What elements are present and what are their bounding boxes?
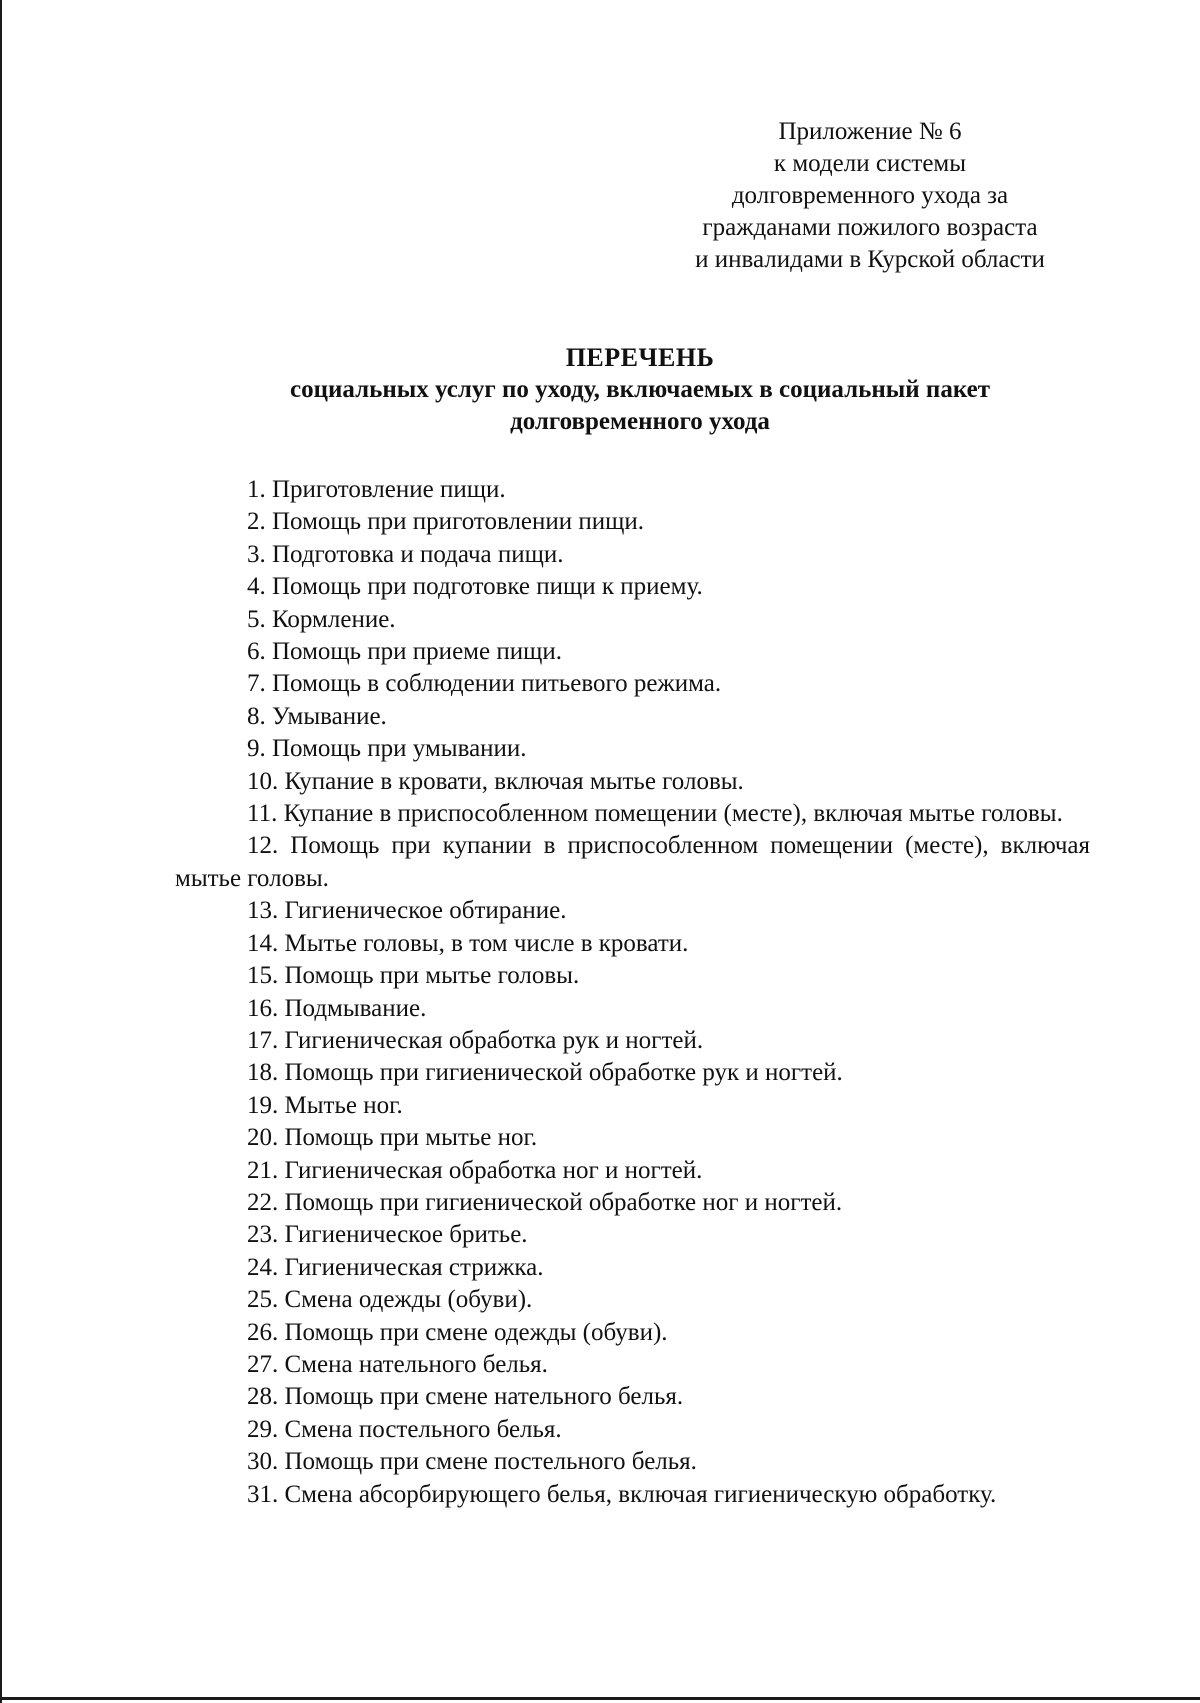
- list-item: 8. Умывание.: [247, 702, 387, 730]
- list-item: 1. Приготовление пищи.: [247, 476, 506, 503]
- list-item: 20. Помощь при мытье ног.: [247, 1124, 538, 1152]
- scan-edge-bottom: [0, 1697, 1200, 1700]
- list-item: 31. Смена абсорбирующего белья, включая гигиеническую обработку.: [247, 1480, 997, 1508]
- services-list: [175, 474, 1090, 1511]
- list-item: 4. Помощь при подготовке пищи к приему.: [247, 573, 703, 601]
- list-item: 7. Помощь в соблюдении питьевого режима.: [247, 670, 722, 698]
- appendix-line: к модели системы: [773, 150, 967, 177]
- scan-edge-left: [0, 0, 2, 1703]
- appendix-line: гражданами пожилого возраста: [702, 214, 1038, 241]
- list-item: 14. Мытье головы, в том числе в кровати.: [247, 929, 689, 957]
- list-item: 3. Подготовка и подача пищи.: [247, 540, 564, 568]
- document-subtitle-line: долговременного ухода: [510, 408, 770, 435]
- list-item: 2. Помощь при приготовлении пищи.: [247, 508, 645, 536]
- list-item: 18. Помощь при гигиенической обработке рук и ногтей.: [247, 1059, 843, 1087]
- list-item: 19. Мытье ног.: [247, 1091, 403, 1119]
- list-item: 16. Подмывание.: [247, 994, 427, 1022]
- list-item: 24. Гигиеническая стрижка.: [247, 1253, 544, 1281]
- list-item: 23. Гигиеническое бритье.: [247, 1221, 528, 1249]
- list-item: 11. Купание в приспособленном помещении (месте), включая мытье головы.: [247, 800, 1063, 828]
- appendix-line: Приложение № 6: [778, 118, 962, 145]
- list-item: 17. Гигиеническая обработка рук и ногтей.: [247, 1026, 704, 1054]
- document-subtitle-line: социальных услуг по уходу, включаемых в социальный пакет: [290, 376, 990, 403]
- list-item: 28. Помощь при смене нательного белья.: [247, 1383, 684, 1411]
- appendix-block: [640, 116, 1100, 276]
- list-item: 5. Кормление.: [247, 605, 396, 633]
- list-item: 29. Смена постельного белья.: [247, 1415, 562, 1443]
- list-item: 30. Помощь при смене постельного белья.: [247, 1448, 697, 1476]
- list-item: 25. Смена одежды (обуви).: [247, 1286, 533, 1314]
- list-item: 12. Помощь при купании в приспособленном помещении (месте), включая мытье головы.: [175, 832, 1090, 892]
- list-item: 13. Гигиеническое обтирание.: [247, 897, 567, 925]
- list-item: 9. Помощь при умывании.: [247, 735, 527, 763]
- list-item: 6. Помощь при приеме пищи.: [247, 638, 562, 666]
- document-title: ПЕРЕЧЕНЬ: [565, 343, 715, 372]
- list-item: 27. Смена нательного белья.: [247, 1350, 548, 1378]
- list-item: 21. Гигиеническая обработка ног и ногтей.: [247, 1156, 703, 1184]
- list-item: 15. Помощь при мытье головы.: [247, 962, 580, 990]
- list-item: 26. Помощь при смене одежды (обуви).: [247, 1318, 668, 1346]
- appendix-line: долговременного ухода за: [731, 182, 1009, 209]
- list-item: 10. Купание в кровати, включая мытье головы.: [247, 767, 744, 795]
- appendix-line: и инвалидами в Курской области: [695, 246, 1045, 273]
- document-heading: [140, 342, 1140, 438]
- list-item: 22. Помощь при гигиенической обработке ног и ногтей.: [247, 1188, 843, 1216]
